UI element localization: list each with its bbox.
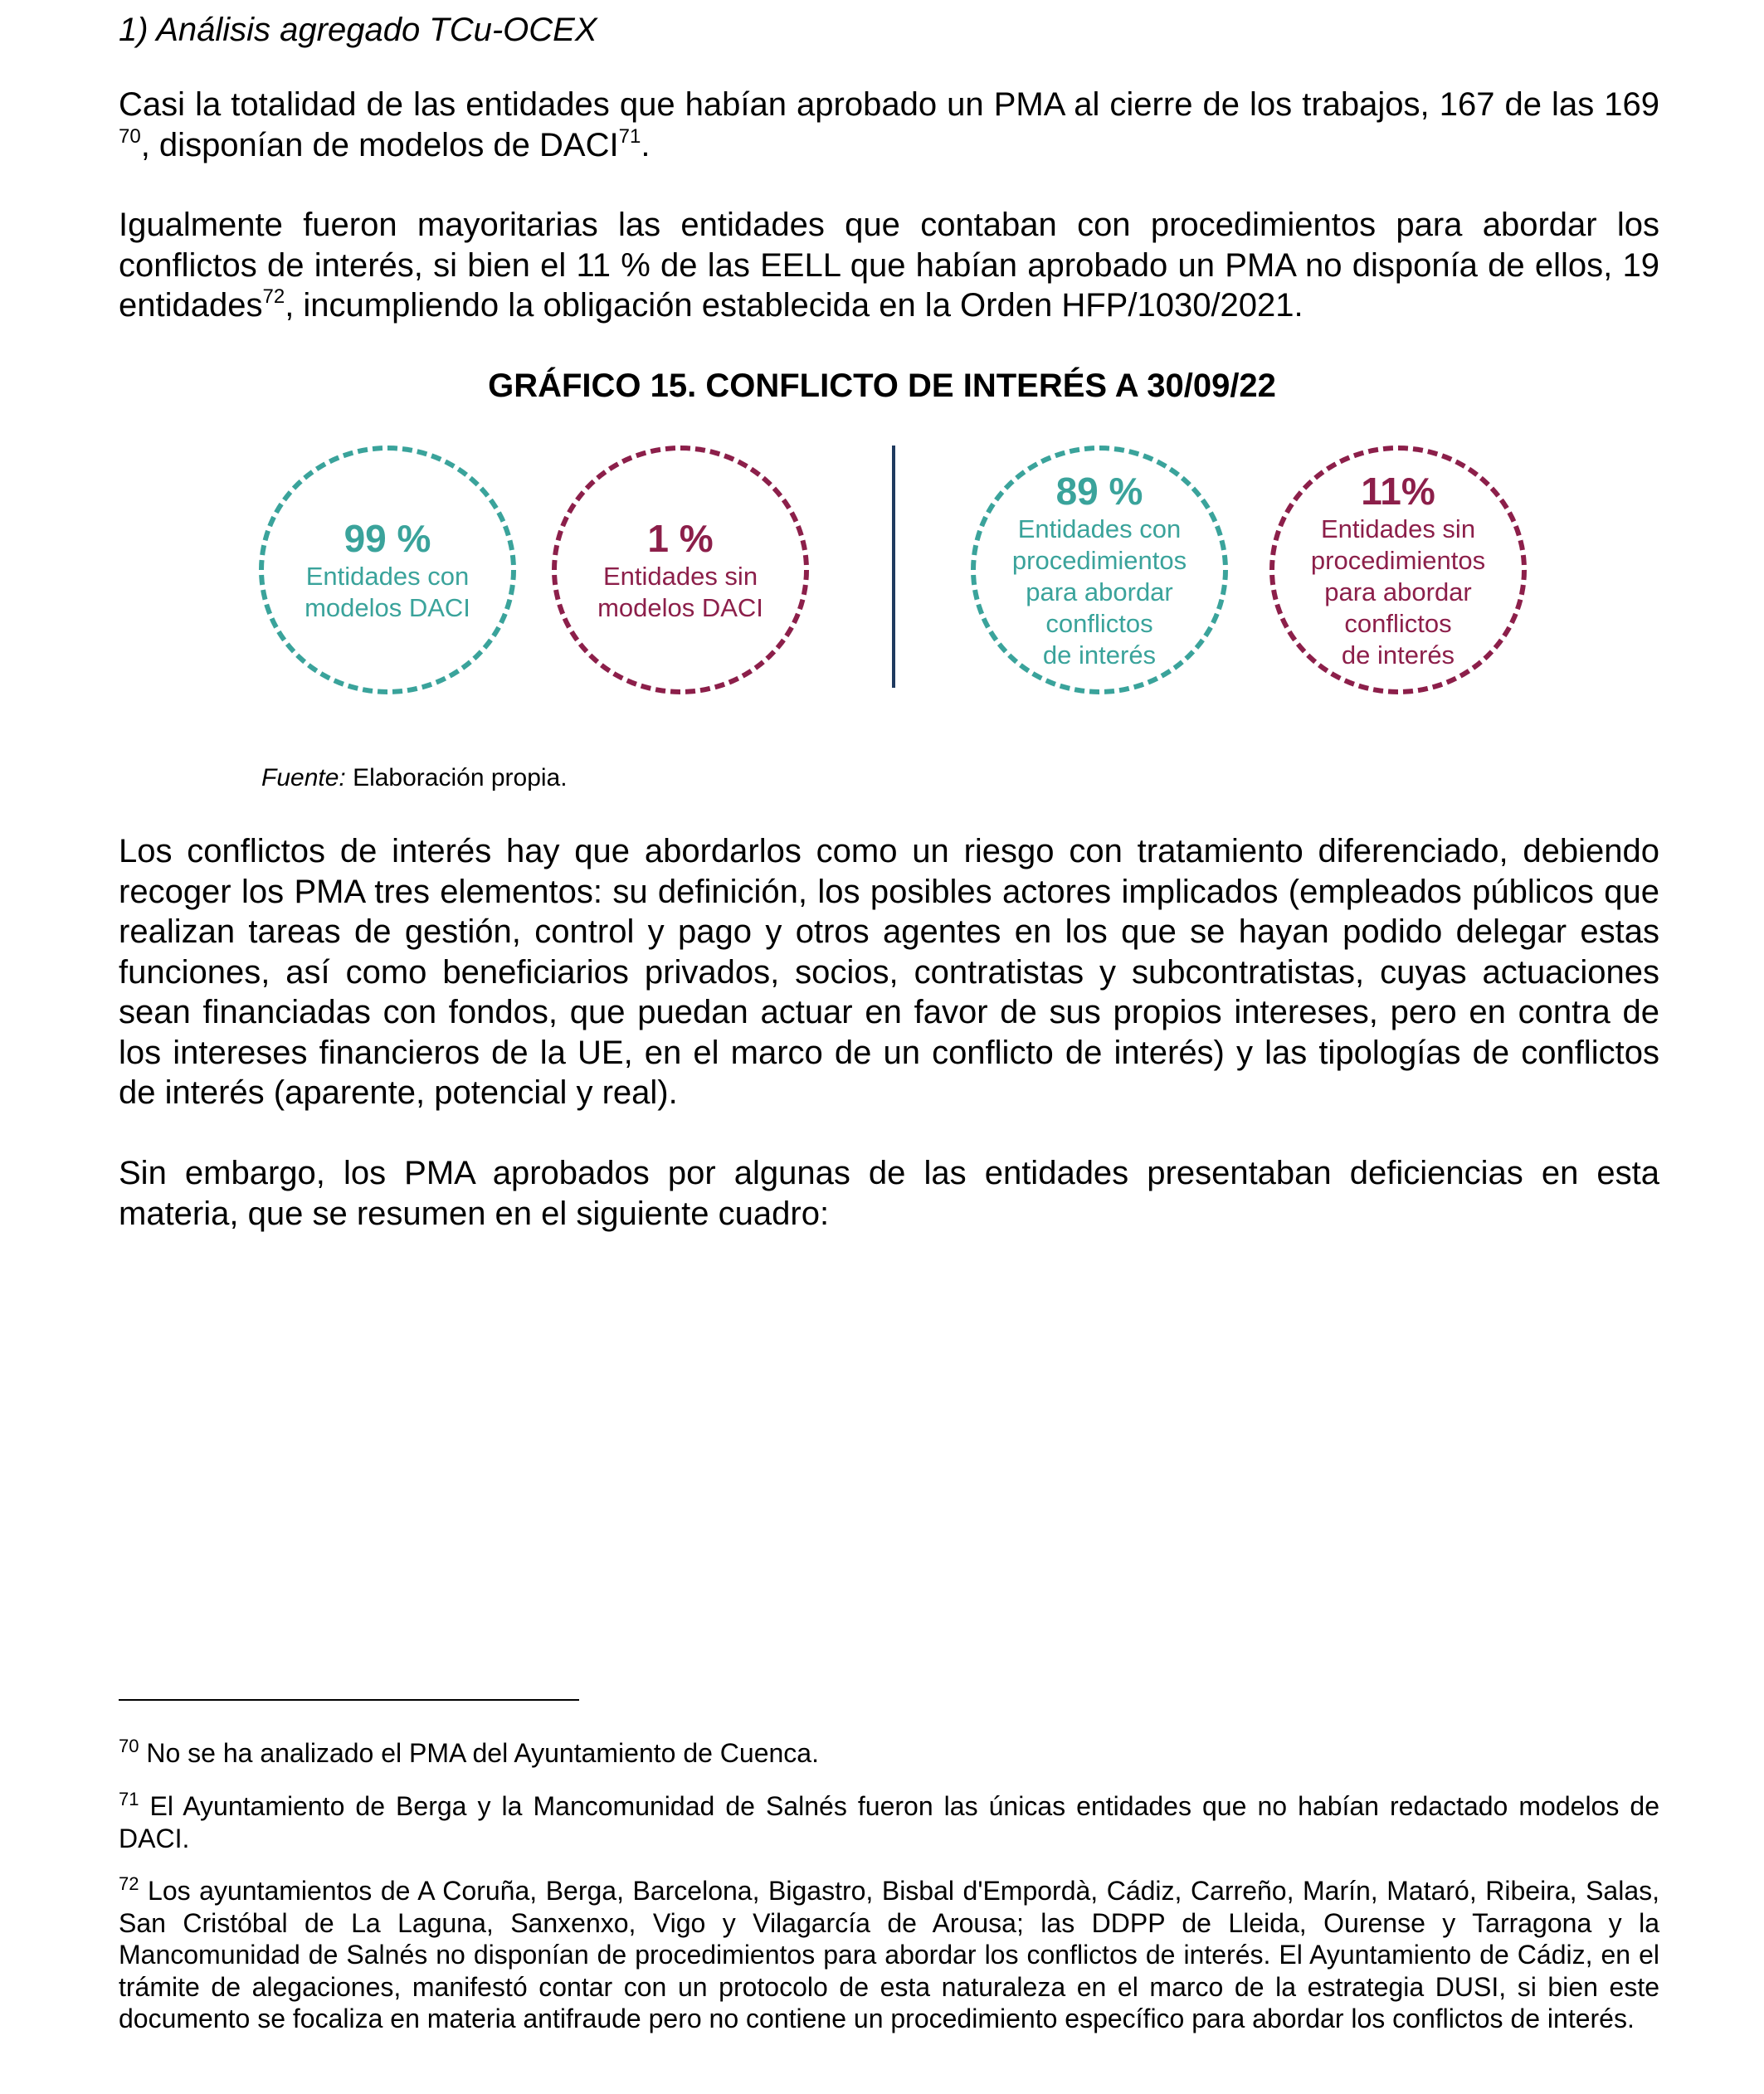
stat-label: de interés: [1341, 640, 1455, 670]
paragraph-text: Igualmente fueron mayoritarias las entidades que contaban con procedimientos para abordar los conflictos de interés, si bien el 11 % de las EELL que habían aprobado un PMA no disponía de ellos, 19 entidades: [119, 207, 1659, 324]
footnote-separator: [119, 1699, 579, 1701]
paragraph-deficiencias: Sin embargo, los PMA aprobados por algunas de las entidades presentaban deficiencias en esta materia, que se resumen en el siguiente cuadro:: [119, 1155, 1659, 1232]
footnote-ref-71[interactable]: 71: [618, 124, 641, 148]
stat-label: Entidades con: [1017, 514, 1182, 543]
stat-value: 89 %: [1055, 470, 1143, 513]
stat-label: conflictos: [1045, 609, 1153, 638]
stat-value: 11%: [1361, 470, 1435, 513]
footnote-ref-72[interactable]: 72: [262, 285, 285, 308]
paragraph-text: , incumpliendo la obligación establecida en la Orden HFP/1030/2021.: [285, 287, 1304, 324]
source-label: Fuente:: [261, 764, 346, 791]
section-heading: 1) Análisis agregado TCu-OCEX: [119, 12, 597, 48]
stat-label: de interés: [1042, 640, 1157, 670]
paragraph-procedimientos: [119, 205, 1659, 326]
footnote-number: 70: [119, 1736, 139, 1756]
footnote-text: Los ayuntamientos de A Coruña, Berga, Barcelona, Bigastro, Bisbal d'Empordà, Cádiz, Carreño, Marín, Mataró, Ribeira, Salas, San Cristóbal de La Laguna, Sanxenxo, Vigo y Vilagarcía de Arousa; las DDPP de Lleida, Ourense y Tarragona y la Mancomunidad de Salnés no disponían de procedimientos para abordar los conflictos de interés. El Ayuntamiento de Cádiz, en el trámite de alegaciones, manifestó contar con un protocolo de esta naturaleza en el marco de la estrategia DUSI, si bien este documento se focaliza en materia antifraude pero no contiene un procedimiento específico para abordar los conflictos de interés.: [119, 1876, 1659, 2033]
stat-label: para abordar: [1324, 577, 1472, 606]
stat-value: 1 %: [647, 517, 714, 560]
paragraph-text: .: [641, 126, 651, 163]
stat-circle-daci-sin: [552, 446, 809, 694]
paragraph-daci: [119, 85, 1659, 165]
stat-label: Entidades con: [305, 562, 470, 591]
stat-label: procedimientos: [1011, 546, 1187, 575]
stat-circle-daci-con: [259, 446, 516, 694]
footnote-70: [119, 1737, 1659, 1770]
footnote-72: [119, 1875, 1659, 2035]
stat-label: Entidades sin: [1320, 514, 1476, 543]
stat-label: conflictos: [1344, 609, 1452, 638]
stat-label: modelos DACI: [305, 593, 470, 622]
stat-label: Entidades sin: [602, 562, 758, 591]
footnote-ref-70[interactable]: 70: [119, 124, 141, 148]
footnote-text: No se ha analizado el PMA del Ayuntamiento de Cuenca.: [139, 1738, 819, 1768]
paragraph-text: , disponían de modelos de DACI: [140, 126, 619, 163]
stat-label: modelos DACI: [597, 593, 763, 622]
chart-source: [261, 762, 568, 795]
stat-circle-procedimientos-con: [971, 446, 1228, 694]
footnote-text: El Ayuntamiento de Berga y la Mancomunidad de Salnés fueron las únicas entidades que no habían redactado modelos de DACI.: [119, 1791, 1659, 1853]
source-text: Elaboración propia.: [345, 764, 568, 791]
chart-divider: [892, 446, 895, 688]
paragraph-conflictos: Los conflictos de interés hay que abordarlos como un riesgo con tratamiento diferenciado, debiendo recoger los PMA tres elementos: su definición, los posibles actores implicados (empleados públicos que realizan tareas de gestión, control y pago y otros agentes en los que se hayan podido delegar estas funciones, así como beneficiarios privados, socios, contratistas y subcontratistas, cuyas actuaciones sean financiadas con fondos, que puedan actuar en favor de sus propios intereses, pero en contra de los intereses financieros de la UE, en el marco de un conflicto de interés) y las tipologías de conflictos de interés (aparente, potencial y real).: [119, 833, 1659, 1111]
chart-title: GRÁFICO 15. CONFLICTO DE INTERÉS A 30/09/22: [488, 368, 1276, 404]
stat-value: 99 %: [344, 517, 431, 560]
paragraph-text: Casi la totalidad de las entidades que habían aprobado un PMA al cierre de los trabajos, 167 de las 169: [119, 86, 1659, 123]
footnote-71: [119, 1790, 1659, 1854]
stat-label: procedimientos: [1310, 546, 1486, 575]
footnote-number: 72: [119, 1873, 139, 1894]
stat-label: para abordar: [1026, 577, 1173, 606]
footnote-number: 71: [119, 1789, 139, 1809]
stat-circle-procedimientos-sin: [1269, 446, 1527, 694]
